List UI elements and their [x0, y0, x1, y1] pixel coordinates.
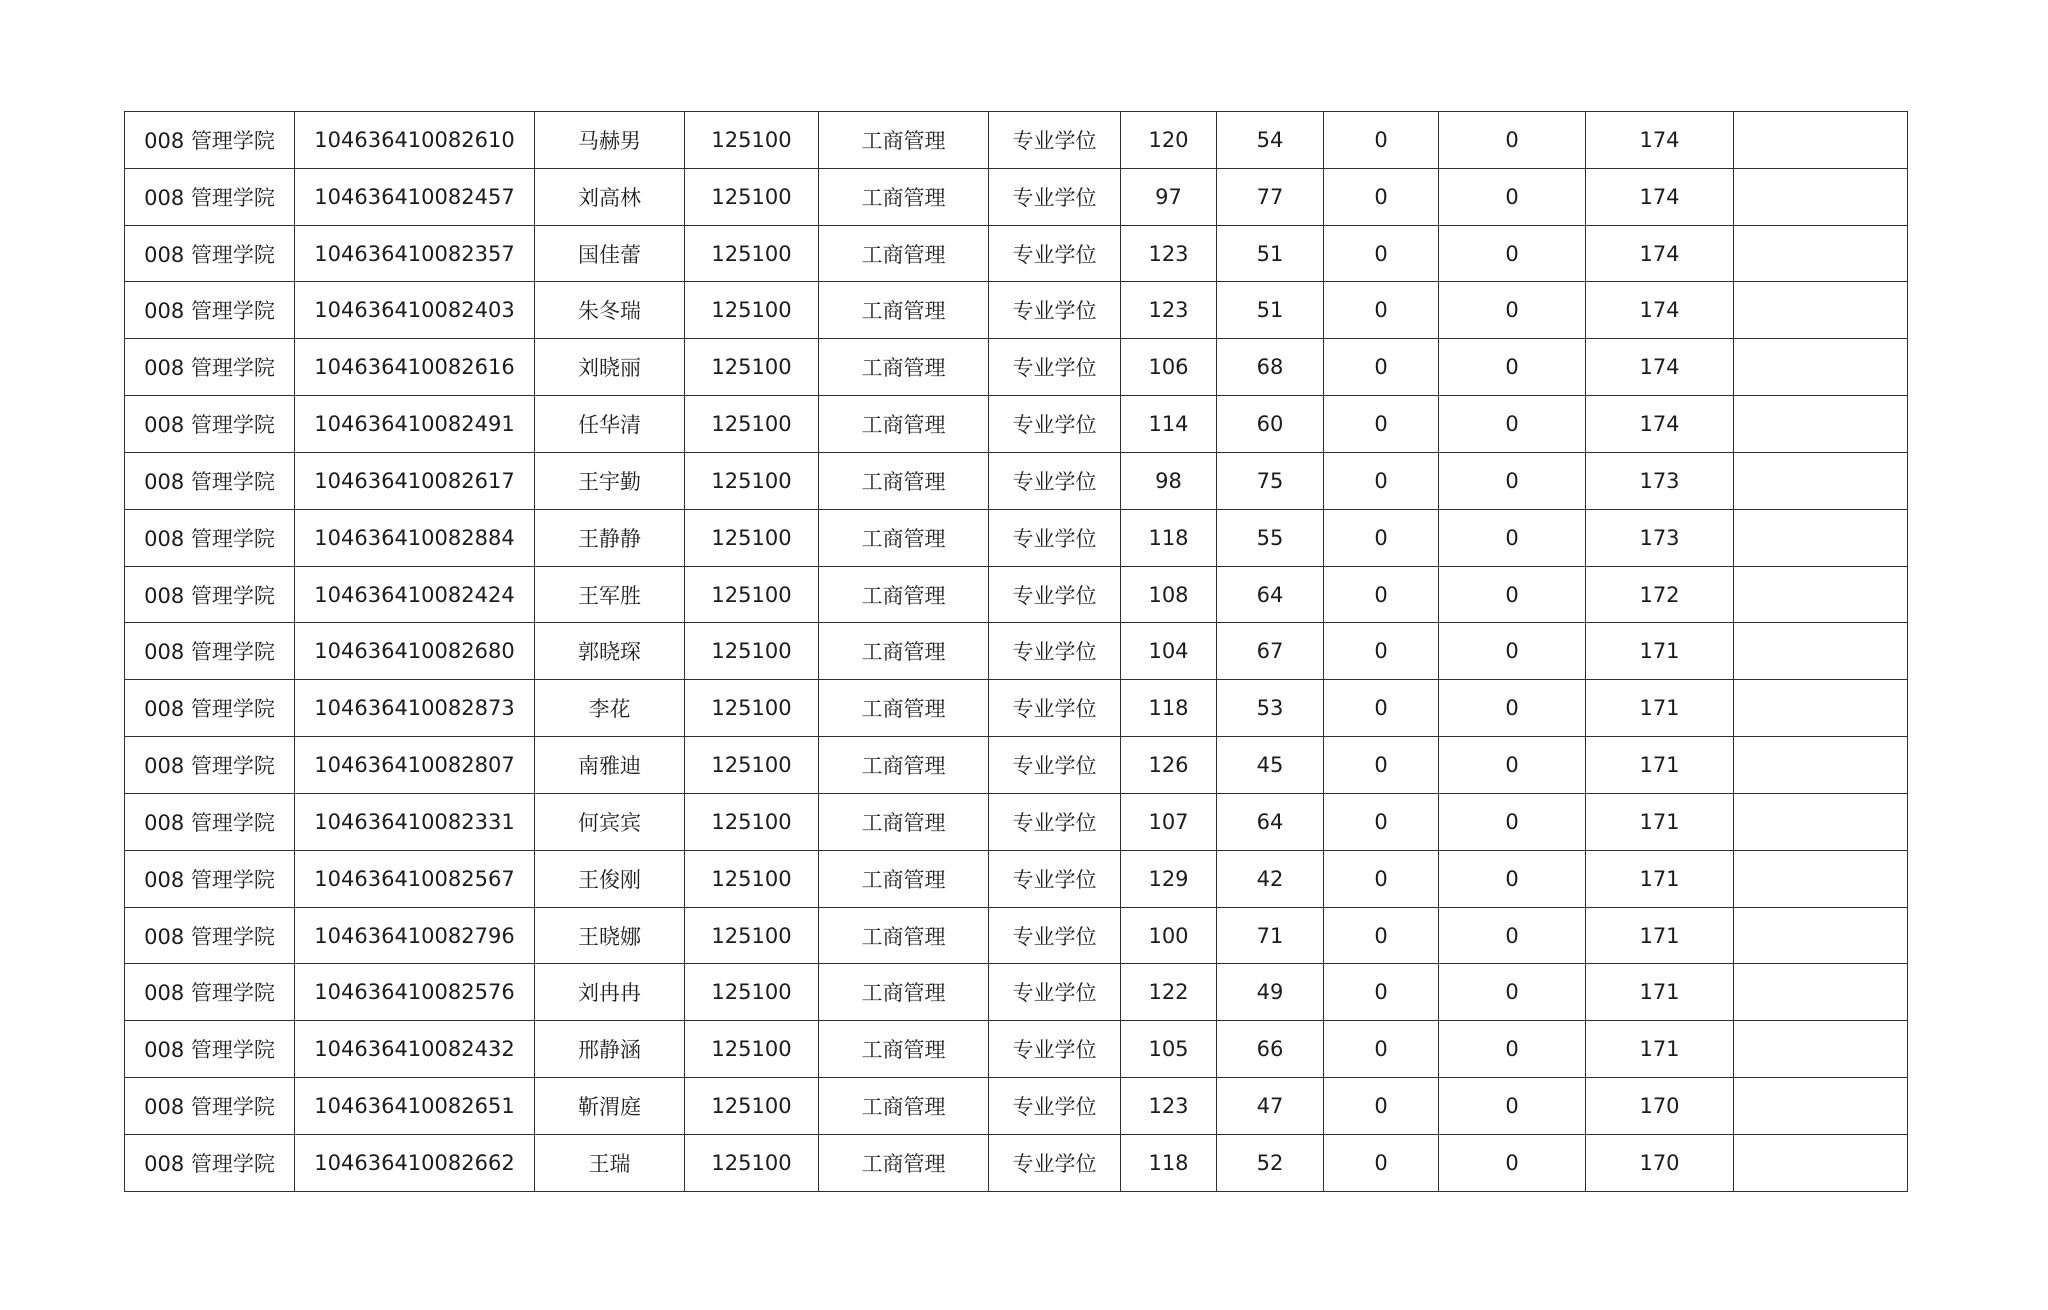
cell-college: 008 管理学院	[125, 850, 295, 907]
cell-total-score: 174	[1586, 339, 1734, 396]
cell-score-3: 0	[1324, 282, 1439, 339]
table-row	[125, 737, 1908, 794]
cell-score-3: 0	[1324, 907, 1439, 964]
cell-name: 任华清	[535, 396, 685, 453]
cell-score-4: 0	[1439, 793, 1586, 850]
cell-score-1: 107	[1121, 793, 1217, 850]
cell-candidate-number: 104636410082357	[295, 225, 535, 282]
table-row	[125, 964, 1908, 1021]
cell-score-1: 123	[1121, 225, 1217, 282]
cell-score-4: 0	[1439, 168, 1586, 225]
cell-major-code: 125100	[685, 623, 819, 680]
cell-score-1: 118	[1121, 509, 1217, 566]
cell-score-3: 0	[1324, 452, 1439, 509]
table-row	[125, 112, 1908, 169]
cell-major-name: 工商管理	[819, 168, 989, 225]
cell-score-4: 0	[1439, 850, 1586, 907]
cell-major-name: 工商管理	[819, 566, 989, 623]
cell-score-2: 51	[1217, 225, 1324, 282]
cell-major-code: 125100	[685, 396, 819, 453]
cell-major-name: 工商管理	[819, 225, 989, 282]
cell-score-3: 0	[1324, 566, 1439, 623]
cell-major-name: 工商管理	[819, 793, 989, 850]
cell-major-name: 工商管理	[819, 737, 989, 794]
cell-name: 李花	[535, 680, 685, 737]
cell-degree-type: 专业学位	[989, 282, 1121, 339]
table-row	[125, 907, 1908, 964]
cell-blank	[1734, 225, 1908, 282]
table-row	[125, 623, 1908, 680]
cell-score-2: 51	[1217, 282, 1324, 339]
cell-major-name: 工商管理	[819, 680, 989, 737]
table-row	[125, 509, 1908, 566]
cell-blank	[1734, 509, 1908, 566]
cell-score-4: 0	[1439, 680, 1586, 737]
cell-major-name: 工商管理	[819, 907, 989, 964]
cell-score-2: 60	[1217, 396, 1324, 453]
cell-degree-type: 专业学位	[989, 1134, 1121, 1191]
cell-blank	[1734, 452, 1908, 509]
cell-score-1: 118	[1121, 1134, 1217, 1191]
cell-major-code: 125100	[685, 964, 819, 1021]
cell-score-1: 108	[1121, 566, 1217, 623]
cell-major-name: 工商管理	[819, 850, 989, 907]
cell-candidate-number: 104636410082807	[295, 737, 535, 794]
cell-name: 王军胜	[535, 566, 685, 623]
cell-total-score: 171	[1586, 680, 1734, 737]
cell-score-4: 0	[1439, 737, 1586, 794]
cell-score-3: 0	[1324, 1021, 1439, 1078]
cell-score-2: 45	[1217, 737, 1324, 794]
cell-college: 008 管理学院	[125, 396, 295, 453]
cell-major-name: 工商管理	[819, 964, 989, 1021]
cell-score-4: 0	[1439, 282, 1586, 339]
cell-score-3: 0	[1324, 964, 1439, 1021]
cell-degree-type: 专业学位	[989, 623, 1121, 680]
cell-major-name: 工商管理	[819, 339, 989, 396]
cell-total-score: 170	[1586, 1134, 1734, 1191]
cell-score-3: 0	[1324, 1078, 1439, 1135]
cell-candidate-number: 104636410082610	[295, 112, 535, 169]
table-row	[125, 566, 1908, 623]
cell-college: 008 管理学院	[125, 964, 295, 1021]
cell-candidate-number: 104636410082491	[295, 396, 535, 453]
document-page	[124, 111, 1908, 1192]
cell-name: 郭晓琛	[535, 623, 685, 680]
cell-score-1: 114	[1121, 396, 1217, 453]
cell-major-name: 工商管理	[819, 396, 989, 453]
cell-major-name: 工商管理	[819, 452, 989, 509]
cell-score-2: 75	[1217, 452, 1324, 509]
cell-blank	[1734, 850, 1908, 907]
cell-score-2: 47	[1217, 1078, 1324, 1135]
cell-college: 008 管理学院	[125, 623, 295, 680]
cell-score-3: 0	[1324, 1134, 1439, 1191]
cell-candidate-number: 104636410082567	[295, 850, 535, 907]
cell-name: 国佳蕾	[535, 225, 685, 282]
cell-college: 008 管理学院	[125, 907, 295, 964]
cell-score-1: 106	[1121, 339, 1217, 396]
cell-college: 008 管理学院	[125, 793, 295, 850]
cell-candidate-number: 104636410082796	[295, 907, 535, 964]
cell-major-code: 125100	[685, 1078, 819, 1135]
cell-score-2: 52	[1217, 1134, 1324, 1191]
cell-score-4: 0	[1439, 623, 1586, 680]
cell-major-name: 工商管理	[819, 1134, 989, 1191]
cell-total-score: 174	[1586, 168, 1734, 225]
cell-blank	[1734, 112, 1908, 169]
cell-candidate-number: 104636410082680	[295, 623, 535, 680]
cell-total-score: 171	[1586, 737, 1734, 794]
cell-score-2: 55	[1217, 509, 1324, 566]
cell-blank	[1734, 1078, 1908, 1135]
cell-score-4: 0	[1439, 1134, 1586, 1191]
cell-degree-type: 专业学位	[989, 737, 1121, 794]
cell-candidate-number: 104636410082617	[295, 452, 535, 509]
cell-candidate-number: 104636410082576	[295, 964, 535, 1021]
cell-major-name: 工商管理	[819, 112, 989, 169]
cell-candidate-number: 104636410082884	[295, 509, 535, 566]
cell-total-score: 171	[1586, 623, 1734, 680]
cell-major-name: 工商管理	[819, 1078, 989, 1135]
cell-name: 靳渭庭	[535, 1078, 685, 1135]
cell-total-score: 174	[1586, 112, 1734, 169]
table-row	[125, 793, 1908, 850]
table-row	[125, 1021, 1908, 1078]
table-row	[125, 1134, 1908, 1191]
cell-score-2: 64	[1217, 566, 1324, 623]
cell-score-4: 0	[1439, 452, 1586, 509]
cell-degree-type: 专业学位	[989, 396, 1121, 453]
cell-score-3: 0	[1324, 225, 1439, 282]
cell-score-3: 0	[1324, 850, 1439, 907]
cell-score-4: 0	[1439, 964, 1586, 1021]
cell-candidate-number: 104636410082651	[295, 1078, 535, 1135]
cell-score-4: 0	[1439, 396, 1586, 453]
cell-score-3: 0	[1324, 509, 1439, 566]
cell-candidate-number: 104636410082873	[295, 680, 535, 737]
cell-total-score: 171	[1586, 850, 1734, 907]
cell-major-code: 125100	[685, 1021, 819, 1078]
cell-score-2: 53	[1217, 680, 1324, 737]
cell-college: 008 管理学院	[125, 225, 295, 282]
cell-name: 朱冬瑞	[535, 282, 685, 339]
cell-score-3: 0	[1324, 793, 1439, 850]
cell-score-1: 100	[1121, 907, 1217, 964]
cell-score-4: 0	[1439, 1021, 1586, 1078]
cell-degree-type: 专业学位	[989, 566, 1121, 623]
cell-candidate-number: 104636410082403	[295, 282, 535, 339]
cell-blank	[1734, 168, 1908, 225]
cell-score-1: 104	[1121, 623, 1217, 680]
table-row	[125, 396, 1908, 453]
table-row	[125, 850, 1908, 907]
cell-degree-type: 专业学位	[989, 339, 1121, 396]
cell-major-code: 125100	[685, 566, 819, 623]
cell-degree-type: 专业学位	[989, 168, 1121, 225]
cell-major-code: 125100	[685, 737, 819, 794]
cell-total-score: 174	[1586, 282, 1734, 339]
cell-score-1: 120	[1121, 112, 1217, 169]
cell-major-code: 125100	[685, 452, 819, 509]
cell-degree-type: 专业学位	[989, 225, 1121, 282]
cell-score-1: 122	[1121, 964, 1217, 1021]
cell-score-3: 0	[1324, 396, 1439, 453]
cell-score-3: 0	[1324, 680, 1439, 737]
cell-score-1: 129	[1121, 850, 1217, 907]
cell-score-2: 42	[1217, 850, 1324, 907]
cell-name: 刘晓丽	[535, 339, 685, 396]
cell-name: 王晓娜	[535, 907, 685, 964]
cell-total-score: 170	[1586, 1078, 1734, 1135]
cell-total-score: 171	[1586, 793, 1734, 850]
cell-score-4: 0	[1439, 225, 1586, 282]
cell-major-code: 125100	[685, 282, 819, 339]
cell-degree-type: 专业学位	[989, 793, 1121, 850]
table-row	[125, 339, 1908, 396]
cell-score-2: 49	[1217, 964, 1324, 1021]
cell-score-3: 0	[1324, 112, 1439, 169]
cell-college: 008 管理学院	[125, 509, 295, 566]
cell-major-code: 125100	[685, 907, 819, 964]
cell-score-3: 0	[1324, 339, 1439, 396]
table-row	[125, 168, 1908, 225]
cell-score-1: 123	[1121, 1078, 1217, 1135]
table-row	[125, 225, 1908, 282]
cell-score-2: 64	[1217, 793, 1324, 850]
cell-score-4: 0	[1439, 907, 1586, 964]
cell-blank	[1734, 566, 1908, 623]
cell-score-2: 77	[1217, 168, 1324, 225]
cell-score-2: 67	[1217, 623, 1324, 680]
cell-major-code: 125100	[685, 850, 819, 907]
cell-blank	[1734, 623, 1908, 680]
cell-candidate-number: 104636410082424	[295, 566, 535, 623]
table-row	[125, 680, 1908, 737]
cell-score-4: 0	[1439, 566, 1586, 623]
cell-name: 刘高林	[535, 168, 685, 225]
cell-college: 008 管理学院	[125, 112, 295, 169]
table-row	[125, 1078, 1908, 1135]
cell-name: 何宾宾	[535, 793, 685, 850]
cell-college: 008 管理学院	[125, 566, 295, 623]
cell-degree-type: 专业学位	[989, 509, 1121, 566]
cell-degree-type: 专业学位	[989, 452, 1121, 509]
cell-candidate-number: 104636410082331	[295, 793, 535, 850]
cell-name: 王宇勤	[535, 452, 685, 509]
cell-college: 008 管理学院	[125, 680, 295, 737]
cell-college: 008 管理学院	[125, 1021, 295, 1078]
cell-total-score: 174	[1586, 396, 1734, 453]
cell-degree-type: 专业学位	[989, 680, 1121, 737]
cell-blank	[1734, 339, 1908, 396]
cell-degree-type: 专业学位	[989, 1078, 1121, 1135]
cell-total-score: 171	[1586, 1021, 1734, 1078]
cell-degree-type: 专业学位	[989, 112, 1121, 169]
cell-major-code: 125100	[685, 793, 819, 850]
cell-candidate-number: 104636410082432	[295, 1021, 535, 1078]
cell-score-3: 0	[1324, 623, 1439, 680]
cell-name: 南雅迪	[535, 737, 685, 794]
cell-score-2: 68	[1217, 339, 1324, 396]
cell-degree-type: 专业学位	[989, 907, 1121, 964]
cell-total-score: 171	[1586, 964, 1734, 1021]
cell-name: 邢静涵	[535, 1021, 685, 1078]
cell-college: 008 管理学院	[125, 168, 295, 225]
cell-major-name: 工商管理	[819, 1021, 989, 1078]
cell-major-code: 125100	[685, 168, 819, 225]
cell-blank	[1734, 282, 1908, 339]
cell-blank	[1734, 396, 1908, 453]
cell-score-1: 105	[1121, 1021, 1217, 1078]
cell-total-score: 171	[1586, 907, 1734, 964]
cell-college: 008 管理学院	[125, 737, 295, 794]
cell-major-name: 工商管理	[819, 509, 989, 566]
cell-score-4: 0	[1439, 112, 1586, 169]
cell-blank	[1734, 964, 1908, 1021]
cell-candidate-number: 104636410082662	[295, 1134, 535, 1191]
cell-blank	[1734, 1021, 1908, 1078]
cell-score-3: 0	[1324, 168, 1439, 225]
cell-score-1: 118	[1121, 680, 1217, 737]
cell-college: 008 管理学院	[125, 452, 295, 509]
cell-score-2: 54	[1217, 112, 1324, 169]
cell-college: 008 管理学院	[125, 1078, 295, 1135]
cell-major-code: 125100	[685, 225, 819, 282]
cell-major-code: 125100	[685, 509, 819, 566]
cell-total-score: 174	[1586, 225, 1734, 282]
cell-degree-type: 专业学位	[989, 964, 1121, 1021]
cell-candidate-number: 104636410082457	[295, 168, 535, 225]
cell-degree-type: 专业学位	[989, 850, 1121, 907]
cell-total-score: 173	[1586, 452, 1734, 509]
cell-score-1: 97	[1121, 168, 1217, 225]
cell-score-2: 71	[1217, 907, 1324, 964]
cell-major-code: 125100	[685, 680, 819, 737]
cell-name: 马赫男	[535, 112, 685, 169]
cell-major-name: 工商管理	[819, 282, 989, 339]
table-body	[125, 112, 1908, 1192]
cell-degree-type: 专业学位	[989, 1021, 1121, 1078]
cell-score-2: 66	[1217, 1021, 1324, 1078]
cell-score-1: 98	[1121, 452, 1217, 509]
cell-name: 王俊刚	[535, 850, 685, 907]
cell-blank	[1734, 737, 1908, 794]
cell-name: 刘冉冉	[535, 964, 685, 1021]
cell-blank	[1734, 1134, 1908, 1191]
cell-major-code: 125100	[685, 1134, 819, 1191]
cell-college: 008 管理学院	[125, 339, 295, 396]
cell-candidate-number: 104636410082616	[295, 339, 535, 396]
table-row	[125, 452, 1908, 509]
cell-total-score: 172	[1586, 566, 1734, 623]
cell-blank	[1734, 907, 1908, 964]
cell-major-name: 工商管理	[819, 623, 989, 680]
cell-name: 王静静	[535, 509, 685, 566]
cell-total-score: 173	[1586, 509, 1734, 566]
cell-name: 王瑞	[535, 1134, 685, 1191]
cell-score-1: 123	[1121, 282, 1217, 339]
table-row	[125, 282, 1908, 339]
cell-college: 008 管理学院	[125, 282, 295, 339]
cell-blank	[1734, 680, 1908, 737]
cell-major-code: 125100	[685, 112, 819, 169]
cell-score-1: 126	[1121, 737, 1217, 794]
cell-score-3: 0	[1324, 737, 1439, 794]
cell-score-4: 0	[1439, 339, 1586, 396]
cell-blank	[1734, 793, 1908, 850]
cell-college: 008 管理学院	[125, 1134, 295, 1191]
admission-score-table	[124, 111, 1908, 1192]
cell-score-4: 0	[1439, 1078, 1586, 1135]
cell-major-code: 125100	[685, 339, 819, 396]
cell-score-4: 0	[1439, 509, 1586, 566]
